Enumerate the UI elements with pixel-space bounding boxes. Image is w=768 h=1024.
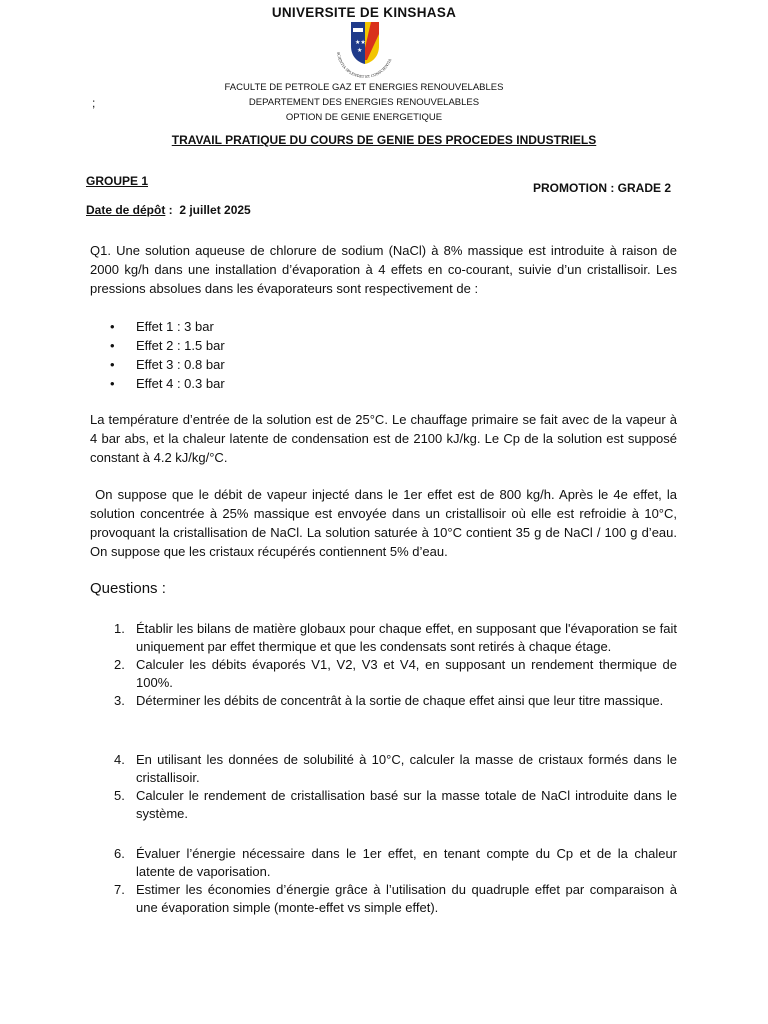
question-item: 3. Déterminer les débits de concentrât à la sortie de chaque effet ainsi que leur titre massique. bbox=[114, 693, 664, 708]
svg-text:★★: ★★ bbox=[355, 39, 366, 46]
question-item: 4. En utilisant les données de solubilité à 10°C, calculer la masse de cristaux formés dans le cristallisoir. bbox=[114, 752, 677, 785]
svg-text:★: ★ bbox=[357, 47, 363, 54]
question-list-c bbox=[108, 845, 677, 917]
university-name: UNIVERSITE DE KINSHASA bbox=[271, 5, 457, 20]
question-item: 7. Estimer les économies d’énergie grâce à l’utilisation du quadruple effet par comparaison à une évaporation simple (monte-effet vs simple effet). bbox=[114, 882, 677, 915]
faculty-name: FACULTE DE PETROLE GAZ ET ENERGIES RENOUVELABLES bbox=[224, 82, 504, 93]
deposit-date-label: Date de dépôt bbox=[86, 203, 166, 217]
list-item: • Effet 1 : 3 bar bbox=[108, 317, 225, 336]
document-title: TRAVAIL PRATIQUE DU COURS DE GENIE DES PROCEDES INDUSTRIELS bbox=[171, 133, 597, 147]
promotion-label: PROMOTION : GRADE 2 bbox=[533, 181, 672, 195]
question-item: 5. Calculer le rendement de cristallisation basé sur la masse totale de NaCl introduite dans le système. bbox=[114, 788, 677, 821]
list-item: • Effet 4 : 0.3 bar bbox=[108, 374, 225, 393]
q1-temperature-paragraph: La température d’entrée de la solution est de 25°C. Le chauffage primaire se fait avec de la vapeur à 4 bar abs, et la chaleur latente de condensation est de 2100 kJ/kg. Le Cp de la solution est supposé constant à 4.2 kJ/kg/°C. bbox=[90, 412, 677, 465]
logo-motto: SCIENTIA SPLENDET ET CONSCIENTIA bbox=[336, 51, 393, 78]
question-list-a bbox=[108, 620, 677, 710]
question-item: 1. Établir les bilans de matière globaux pour chaque effet, en supposant que l'évaporation se fait uniquement par effet thermique et que les condensats sont retirés à chaque étage. bbox=[114, 621, 677, 654]
deposit-date-separator: : bbox=[165, 203, 180, 217]
stray-semicolon: ; bbox=[92, 96, 96, 110]
question-item: 6. Évaluer l’énergie nécessaire dans le 1er effet, en tenant compte du Cp et de la chaleur latente de vaporisation. bbox=[114, 846, 677, 879]
deposit-date-value: 2 juillet 2025 bbox=[179, 203, 251, 217]
faculty-block bbox=[0, 80, 728, 125]
q1-vapor-paragraph: On suppose que le débit de vapeur injecté dans le 1er effet est de 800 kg/h. Après le 4e effet, la solution concentrée à 25% massique est envoyée dans un cristallisoir où elle est refroidie à 10°C, provoquant la cristallisation de NaCl. La solution saturée à 10°C contient 35 g de NaCl / 100 g d’eau. On suppose que les cristaux récupérés contiennent 5% d’eau. bbox=[90, 487, 681, 559]
questions-heading: Questions : bbox=[90, 580, 166, 597]
department-name: DEPARTEMENT DES ENERGIES RENOUVELABLES bbox=[248, 97, 480, 108]
q1-intro: Q1. Une solution aqueuse de chlorure de sodium (NaCl) à 8% massique est introduite à raison de 2000 kg/h dans une installation d’évaporation à 4 effets en co-courant, suivie d’un cristallisoir. Les pressions absolues dans les évaporateurs sont respectivement de : bbox=[90, 243, 677, 296]
question-item: 2. Calculer les débits évaporés V1, V2, V3 et V4, en supposant un rendement thermique de 100%. bbox=[114, 657, 677, 690]
university-logo bbox=[329, 20, 401, 78]
list-item: • Effet 3 : 0.8 bar bbox=[108, 355, 225, 374]
list-item: • Effet 2 : 1.5 bar bbox=[108, 336, 225, 355]
question-list-b bbox=[108, 751, 677, 823]
option-name: OPTION DE GENIE ENERGETIQUE bbox=[285, 112, 443, 123]
group-label: GROUPE 1 bbox=[86, 174, 149, 188]
pressure-list bbox=[108, 317, 225, 393]
deposit-date bbox=[86, 203, 251, 217]
